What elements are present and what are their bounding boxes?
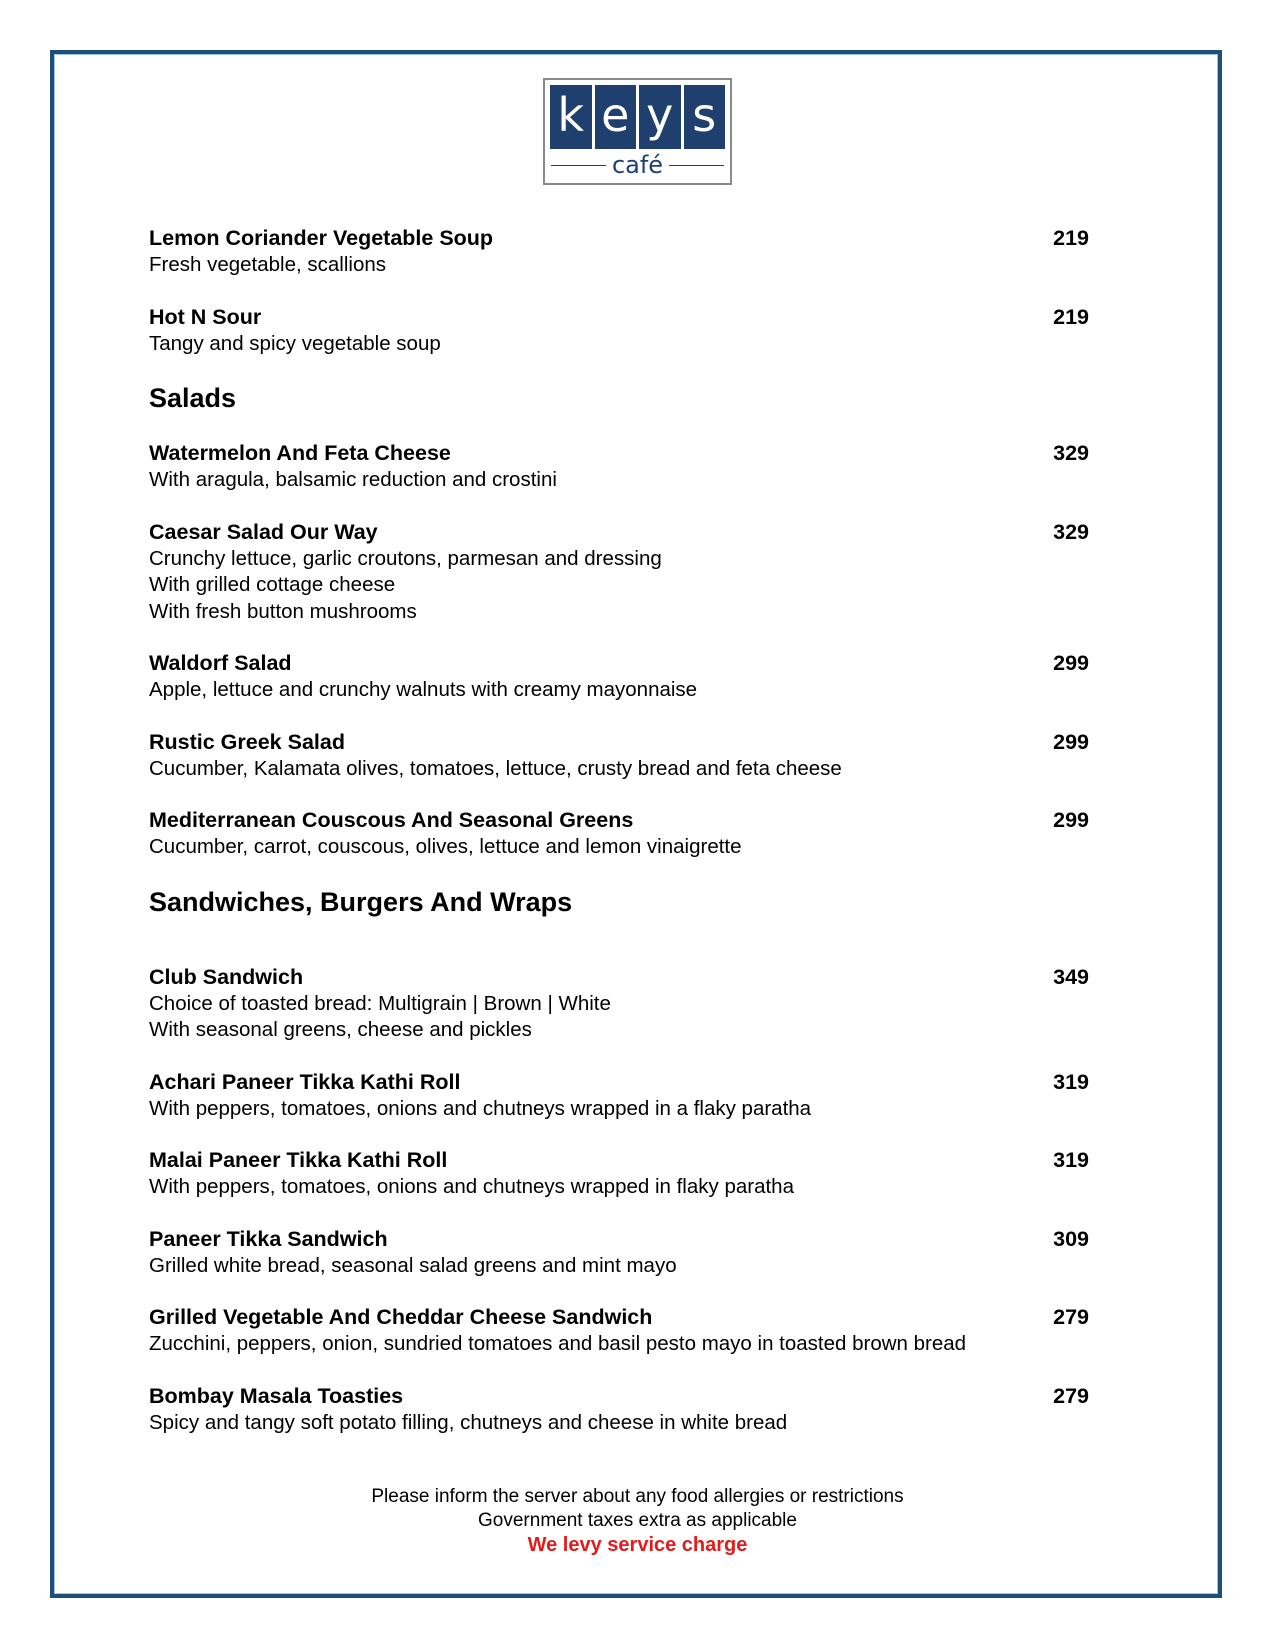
menu-item-name: Lemon Coriander Vegetable Soup [149,226,494,250]
menu-item-description: With fresh button mushrooms [149,599,417,623]
menu-item-description: Fresh vegetable, scallions [149,253,387,276]
logo-rule-right [669,165,724,166]
menu-item-name: Malai Paneer Tikka Kathi Roll [149,1148,448,1172]
menu-item-name: Caesar Salad Our Way [149,519,378,544]
menu-content [149,224,1089,1460]
menu-item-name: Rustic Greek Salad [149,729,345,754]
logo-rule-left [551,165,606,166]
menu-item-name: Achari Paneer Tikka Kathi Roll [149,1069,461,1094]
menu-item-description: Zucchini, peppers, onion, sundried tomatoes and basil pesto mayo in toasted brown bread [149,1332,967,1355]
menu-item [149,1068,1089,1123]
menu-item-price: 319 [1053,1148,1089,1172]
menu-item-description: With peppers, tomatoes, onions and chutneys wrapped in flaky paratha [149,1175,794,1198]
menu-item-price: 219 [1053,304,1089,329]
menu-item-description: Spicy and tangy soft potato filling, chutneys and cheese in white bread [149,1410,788,1434]
menu-item [149,303,1089,358]
logo-subtitle-row [551,152,724,178]
menu-item-description: Apple, lettuce and crunchy walnuts with creamy mayonnaise [149,678,698,701]
menu-footer [0,1485,1275,1557]
menu-item-description: Cucumber, Kalamata olives, tomatoes, lettuce, crusty bread and feta cheese [149,756,842,780]
menu-item [149,1225,1089,1280]
logo-subtitle: café [611,151,664,179]
menu-item-name: Bombay Masala Toasties [149,1383,404,1408]
menu-item-name: Club Sandwich [149,964,304,989]
menu-item [149,649,1089,704]
menu-item-price: 319 [1053,1069,1089,1094]
menu-item-price: 329 [1053,441,1089,465]
section-heading: Salads [149,383,237,413]
service-charge-note: We levy service charge [527,1534,748,1556]
logo-tiles [550,85,725,149]
menu-item-price: 309 [1053,1226,1089,1251]
menu-item [149,1382,1089,1437]
menu-item-price: 279 [1053,1383,1089,1408]
menu-item [149,728,1089,783]
menu-item-price: 299 [1053,651,1089,675]
menu-item-price: 299 [1053,729,1089,754]
menu-item-description: Choice of toasted bread: Multigrain | Brown | White [149,991,611,1015]
menu-item-description: Tangy and spicy vegetable soup [149,331,441,355]
allergy-note: Please inform the server about any food allergies or restrictions [371,1486,904,1507]
menu-item [149,1146,1089,1201]
menu-item-description: Cucumber, carrot, couscous, olives, lettuce and lemon vinaigrette [149,835,742,858]
section-heading: Sandwiches, Burgers And Wraps [149,886,573,917]
menu-item-description: With peppers, tomatoes, onions and chutneys wrapped in a flaky paratha [149,1096,812,1120]
logo-letter-k: k [550,85,592,149]
menu-item [149,439,1089,494]
menu-item [149,963,1089,1044]
logo-letter-e: e [595,85,637,149]
menu-item-name: Waldorf Salad [149,651,292,675]
logo-letter-y: y [639,85,681,149]
menu-item-name: Hot N Sour [149,304,262,329]
menu-item-price: 219 [1053,226,1089,250]
menu-item-price: 349 [1053,964,1089,989]
menu-item [149,1303,1089,1358]
logo-letter-s: s [684,85,726,149]
menu-item-name: Mediterranean Couscous And Seasonal Greens [149,808,634,832]
menu-item-price: 299 [1053,808,1089,832]
menu-item-description: Crunchy lettuce, garlic croutons, parmesan and dressing [149,546,662,570]
menu-item-name: Grilled Vegetable And Cheddar Cheese Sandwich [149,1305,653,1329]
menu-item-description: Grilled white bread, seasonal salad greens and mint mayo [149,1253,677,1277]
menu-item [149,806,1089,861]
menu-item [149,518,1089,626]
menu-item-description: With aragula, balsamic reduction and crostini [149,468,557,491]
menu-item-name: Watermelon And Feta Cheese [149,441,451,465]
menu-item-price: 279 [1053,1305,1089,1329]
keys-cafe-logo [543,78,732,185]
menu-item-price: 329 [1053,519,1089,544]
menu-item-description: With grilled cottage cheese [149,573,396,596]
tax-note: Government taxes extra as applicable [478,1510,797,1531]
menu-item-description: With seasonal greens, cheese and pickles [149,1018,532,1041]
menu-item-name: Paneer Tikka Sandwich [149,1226,388,1251]
menu-item [149,224,1089,279]
